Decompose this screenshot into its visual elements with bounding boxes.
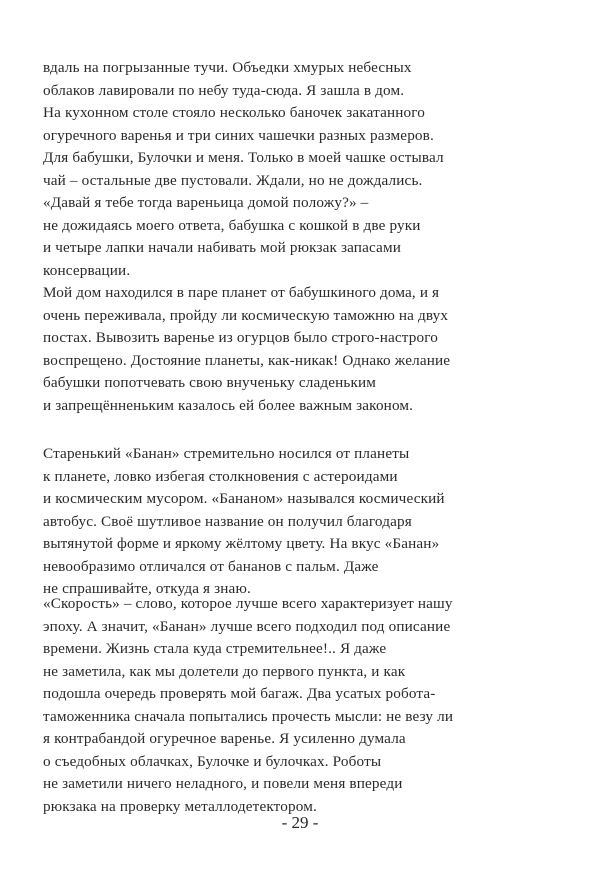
text-line: эпоху. А значит, «Банан» лучше всего подходил под описание xyxy=(43,617,451,635)
text-line: и четыре лапки начали набивать мой рюкзак запасами xyxy=(43,239,401,256)
paragraph-2 xyxy=(43,282,583,417)
text-line: постах. Вывозить варенье из огурцов было строго-настрого xyxy=(43,329,438,346)
text-line: очень переживала, пройду ли космическую таможню на двух xyxy=(43,306,449,324)
text-line: не спрашивайте, откуда я знаю. xyxy=(43,580,251,597)
text-line: невообразимо отличался от бананов с пальм. Даже xyxy=(43,557,379,575)
text-line: подошла очередь проверять мой багаж. Два усатых робота- xyxy=(43,685,436,702)
text-line: вдаль на погрызанные тучи. Объедки хмурых небесных xyxy=(43,59,412,76)
text-line: На кухонном столе стояло несколько баночек закатанного xyxy=(43,104,425,121)
text-line: огуречного варенья и три синих чашечки разных размеров. xyxy=(43,126,434,144)
page-number: - 29 - xyxy=(281,813,319,832)
text-line: и запрещённеньким казалось ей более важным законом. xyxy=(43,396,414,414)
text-line: не заметила, как мы долетели до первого пункта, и как xyxy=(43,662,406,680)
text-line: бабушки попотчевать свою внученьку сладеньким xyxy=(43,374,377,391)
text-line: Для бабушки, Булочки и меня. Только в моей чашке остывал xyxy=(43,149,444,166)
paragraph-1 xyxy=(43,57,583,282)
paragraph-4 xyxy=(43,593,583,818)
text-line: рюкзака на проверку металлодетектором. xyxy=(43,797,317,815)
paragraph-3 xyxy=(43,443,583,601)
text-line: таможенника сначала попытались прочесть мысли: не везу ли xyxy=(43,707,454,725)
text-line: консервации. xyxy=(43,261,131,279)
text-line: я контрабандой огуречное варенье. Я усиленно думала xyxy=(43,730,406,747)
text-line: чай – остальные две пустовали. Ждали, но не дождались. xyxy=(43,171,423,189)
text-line: к планете, ловко избегая столкновения с астероидами xyxy=(43,467,398,485)
text-line: Старенький «Банан» стремительно носился от планеты xyxy=(43,445,410,462)
text-line: не заметили ничего неладного, и повели меня впереди xyxy=(43,775,403,792)
text-line: автобус. Своё шутливое название он получил благодаря xyxy=(43,512,412,530)
text-line: «Скорость» – слово, которое лучше всего характеризует нашу xyxy=(43,595,453,612)
text-line: воспрещено. Достояние планеты, как-никак! Однако желание xyxy=(43,351,451,369)
text-line: облаков лавировали по небу туда-сюда. Я зашла в дом. xyxy=(43,81,405,99)
text-line: вытянутой форме и яркому жёлтому цвету. На вкус «Банан» xyxy=(43,535,440,552)
text-line: о съедобных облачках, Булочке и булочках. Роботы xyxy=(43,752,382,770)
text-line: и космическим мусором. «Бананом» назывался космический xyxy=(43,490,445,507)
text-line: не дожидаясь моего ответа, бабушка с кошкой в две руки xyxy=(43,216,421,234)
text-line: времени. Жизнь стала куда стремительнее!.. Я даже xyxy=(43,640,387,657)
text-line: «Давай я тебе тогда вареньица домой положу?» – xyxy=(43,194,369,211)
text-line: Мой дом находился в паре планет от бабушкиного дома, и я xyxy=(43,284,440,301)
